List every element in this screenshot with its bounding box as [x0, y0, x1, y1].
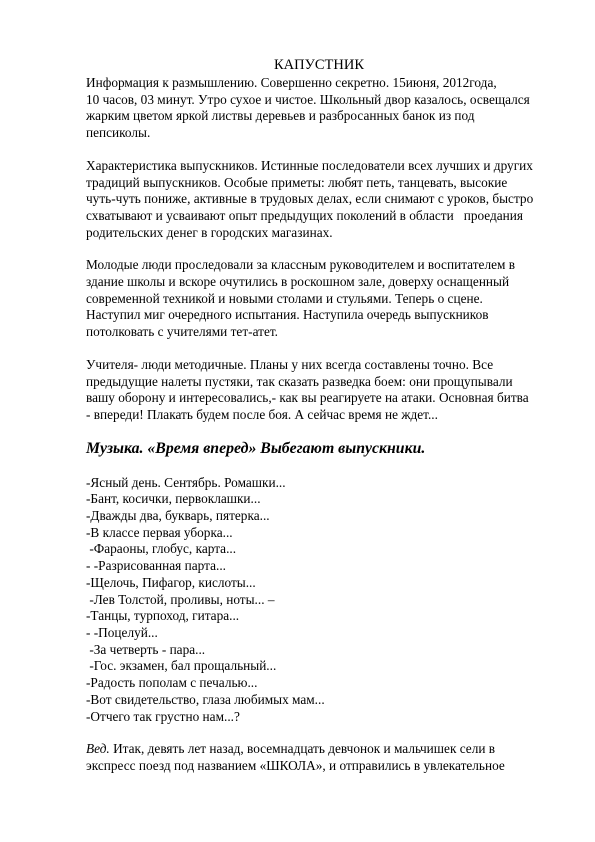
list-item: -В классе первая уборка...: [86, 524, 233, 540]
list-item: -Дважды два, букварь, пятерка...: [86, 508, 270, 524]
list-item: - -Разрисованная парта...: [86, 558, 226, 574]
list-item: -За четверть - пара...: [86, 641, 206, 657]
list-item: -Радость пополам с печалью...: [86, 675, 258, 691]
paragraph-characteristics: [86, 158, 546, 242]
host-text: Итак, девять лет назад, восемнадцать девчонок и мальчишек сели в: [109, 741, 496, 757]
list-item: -Фараоны, глобус, карта...: [86, 541, 237, 557]
text-line: Характеристика выпускников. Истинные последователи всех лучших и других: [86, 157, 533, 173]
text-line: [86, 741, 546, 758]
document-title: КАПУСТНИК: [273, 57, 365, 73]
text-line: вашу оборону и интересовались,- как вы реагируете на атаки. Основная битва: [86, 390, 529, 406]
list-item: -Лев Толстой, проливы, ноты... –: [86, 591, 275, 607]
music-heading: Музыка. «Время вперед» Выбегают выпускники.: [86, 439, 426, 457]
paragraph-host: [86, 741, 546, 774]
text-line: здание школы и вскоре очутились в роскошном зале, доверху оснащенный: [86, 274, 510, 290]
list-item: - -Поцелуй...: [86, 624, 158, 640]
text-line: схватывают и усваивают опыт предыдущих поколений в области проедания: [86, 207, 524, 223]
text-line: - впереди! Плакать будем после боя. А сейчас время не ждет...: [86, 406, 438, 422]
text-line: потолковать с учителями тет-атет.: [86, 324, 278, 340]
paragraph-info: [86, 75, 546, 142]
paragraph-teachers: [86, 357, 546, 424]
paragraph-school: [86, 257, 546, 341]
list-item: -Бант, косички, первоклашки...: [86, 491, 261, 507]
text-line: родительских денег в городских магазинах.: [86, 224, 333, 240]
text-line: пепсиколы.: [86, 125, 151, 141]
text-line: Наступил миг очередного испытания. Наступила очередь выпускников: [86, 307, 489, 323]
list-item: -Вот свидетельство, глаза любимых мам...: [86, 691, 325, 707]
text-line: чуть-чуть пониже, активные в трудовых делах, если снимают с уроков, быстро: [86, 191, 534, 207]
list-item: -Ясный день. Сентябрь. Ромашки...: [86, 474, 286, 490]
list-item: -Гос. экзамен, бал прощальный...: [86, 658, 277, 674]
text-line: Информация к размышлению. Совершенно секретно. 15июня, 2012года,: [86, 75, 497, 90]
text-line: предыдущие налеты пустяки, так сказать разведка боем: они прощупывали: [86, 373, 513, 389]
text-line: традиций выпускников. Особые приметы: любят петь, танцевать, высокие: [86, 174, 508, 190]
text-line: 10 часов, 03 минут. Утро сухое и чистое. Школьный двор казалось, освещался: [86, 91, 530, 107]
text-line: жарким цветом яркой листвы деревьев и разбросанных банок из под: [86, 108, 475, 124]
list-item: -Щелочь, Пифагор, кислоты...: [86, 574, 256, 590]
document-body: [86, 57, 546, 791]
text-line: Учителя- люди методичные. Планы у них всегда составлены точно. Все: [86, 356, 494, 372]
poem-list: [86, 475, 546, 726]
text-line: Молодые люди проследовали за классным руководителем и воспитателем в: [86, 257, 515, 273]
speaker-label: Вед.: [86, 741, 110, 757]
list-item: -Танцы, турпоход, гитара...: [86, 608, 240, 624]
list-item: -Отчего так грустно нам...?: [86, 708, 240, 724]
text-line: современной техникой и новыми столами и стульями. Теперь о сцене.: [86, 290, 483, 306]
text-line: экспресс поезд под названием «ШКОЛА», и отправились в увлекательное: [86, 757, 505, 773]
